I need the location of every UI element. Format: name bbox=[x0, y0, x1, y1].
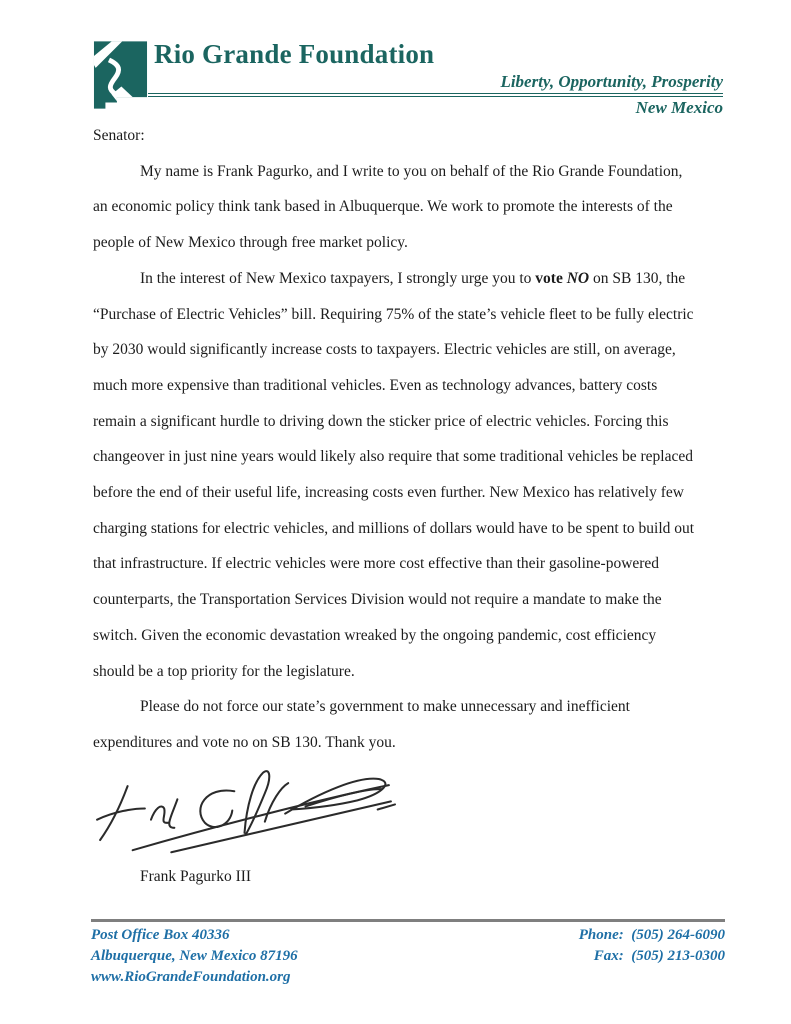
handwritten-signature-image bbox=[92, 760, 397, 858]
footer-address bbox=[91, 925, 298, 988]
letterhead bbox=[93, 37, 723, 118]
paragraph: My name is Frank Pagurko, and I write to you on behalf of the Rio Grande Foundation, an economic policy think tank based in Albuquerque. We work to promote the interests of the people of New Mexico through free market policy. bbox=[93, 162, 683, 252]
signer-name: Frank Pagurko III bbox=[140, 868, 252, 885]
footer-divider bbox=[91, 919, 725, 922]
footer-address-line: Post Office Box 40336 bbox=[91, 927, 230, 943]
org-tagline: Liberty, Opportunity, Prosperity bbox=[148, 71, 723, 94]
paragraph: Please do not force our state’s government to make unnecessary and inefficient expenditures and vote no on SB 130. Thank you. bbox=[93, 698, 630, 751]
org-region: New Mexico bbox=[635, 98, 723, 117]
footer-contact bbox=[579, 925, 725, 988]
salutation: Senator: bbox=[93, 127, 145, 144]
footer-address-line: Albuquerque, New Mexico 87196 bbox=[91, 948, 298, 964]
org-name: Rio Grande Foundation bbox=[154, 39, 435, 69]
footer-address-line: www.RioGrandeFoundation.org bbox=[91, 969, 291, 985]
page-footer bbox=[91, 919, 725, 988]
footer-contact-line: Phone: (505) 264-6090 bbox=[578, 927, 725, 943]
rio-grande-river-logo-icon bbox=[93, 37, 148, 113]
letterhead-right bbox=[148, 37, 723, 118]
letter-body bbox=[93, 118, 700, 761]
paragraph: In the interest of New Mexico taxpayers, I strongly urge you to vote NO on SB 130, the “Purchase of Electric Vehicles” bill. Requiring 75% of the state’s vehicle fleet to be fully electric by 2030 would significantly increase costs to taxpayers. Electric vehicles are still, on average, much more expensive than traditional vehicles. Even as technology advances, battery costs remain a significant hurdle to driving down the sticker price of electric vehicles. Forcing this changeover in just nine years would likely also require that some traditional vehicles be replaced before the end of their useful life, increasing costs even further. New Mexico has relatively few charging stations for electric vehicles, and millions of dollars would have to be spent to build out that infrastructure. If electric vehicles were more cost effective than their gasoline-powered counterparts, the Transportation Services Division would not require a mandate to make the switch. Given the economic devastation wreaked by the ongoing pandemic, cost efficiency should be a top priority for the legislature. bbox=[93, 269, 695, 680]
footer-contact-line: Fax: (505) 213-0300 bbox=[593, 948, 725, 964]
